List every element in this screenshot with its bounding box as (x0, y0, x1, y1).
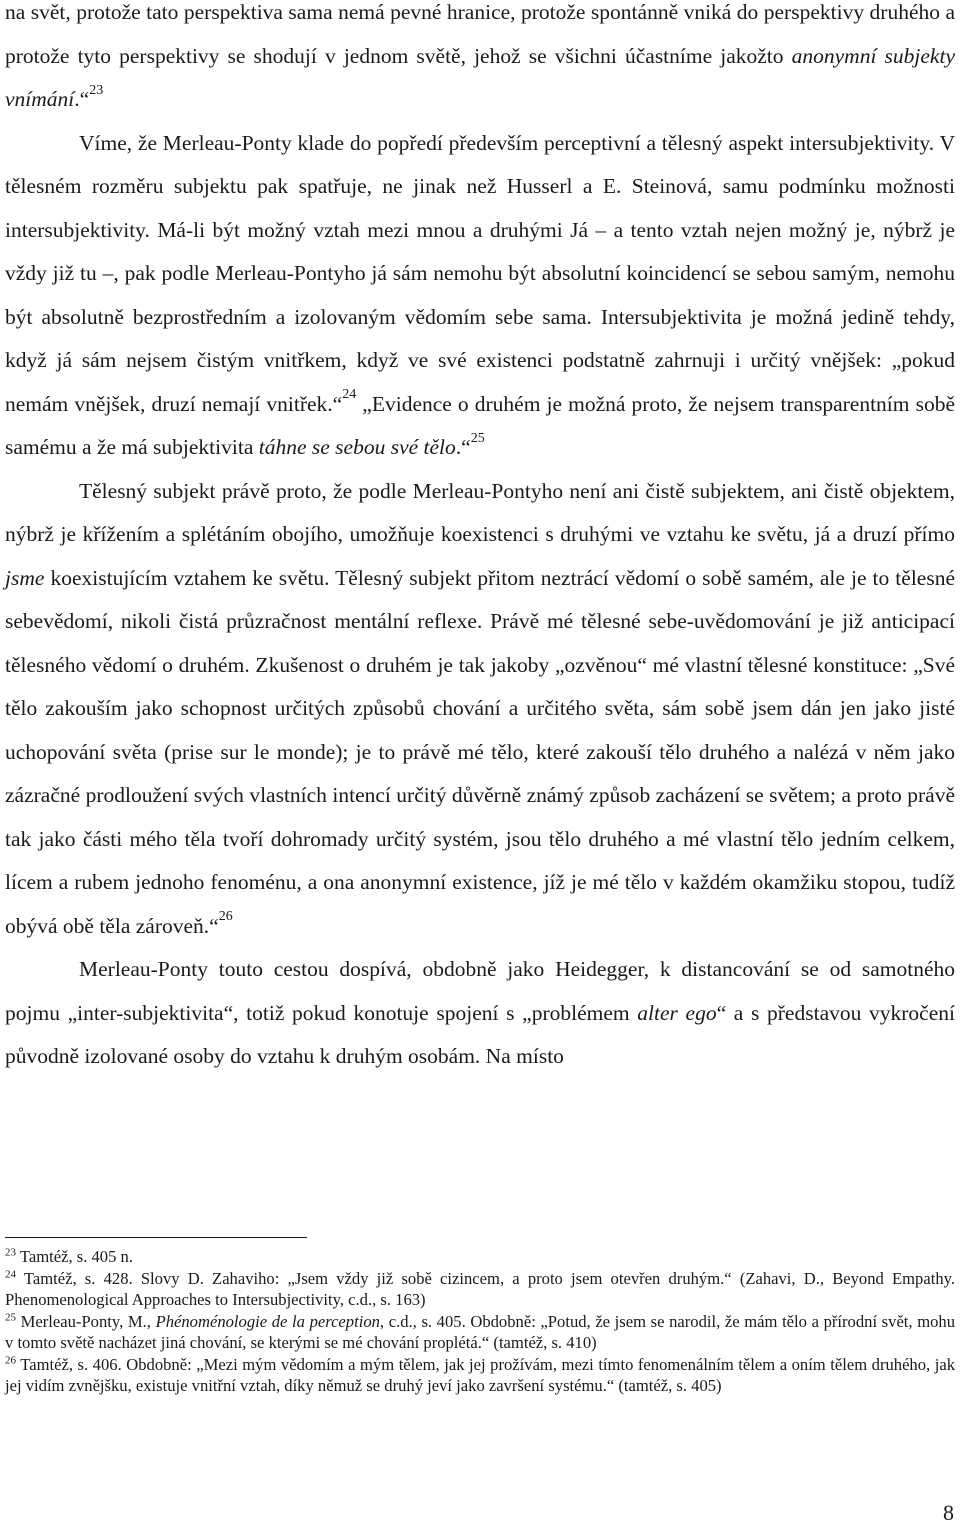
text-run: Tamtéž, s. 405 n. (19, 1247, 133, 1266)
document-page (5, 0, 955, 1395)
text-run: na svět, protože tato perspektiva sama nemá pevné hranice, protože spontánně vniká do perspektivy druhého a protože tyto perspektivy se shodují v jednom světě, jehož se všichni účastníme jakožto (5, 0, 955, 68)
text-run: „Evidence o druhém je možná proto, že nejsem transparentním sobě samému a že má subjektivita (5, 391, 955, 459)
text-run: Merleau-Ponty, M., (20, 1311, 156, 1331)
text-run: Tamtéž, s. 406. Obdobně: „Mezi mým vědomím a mým tělem, jak jej prožívám, mezi tímto fenomenálním tělem a oním tělem druhého, jak jej vidím zvnějšku, existuje vnitřní vztah, díky němuž se druhý jeví jako završení systému.“ (tamtéž, s. 405) (5, 1354, 955, 1395)
italic-text: táhne se sebou své tělo (258, 435, 456, 459)
body-text (5, 0, 955, 1079)
text-run: Víme, že Merleau-Ponty klade do popředí především perceptivní a tělesný aspekt intersubjektivity. V tělesném rozměru subjektu pak spatřuje, ne jinak než Husserl a E. Steinová, samu podmínku možnosti intersubjektivity. Má-li být možný vztah mezi mnou a druhými Já – a tento vztah nejen možný je, nýbrž je vždy již tu –, pak podle Merleau-Pontyho já sám nemohu být absolutní koincidencí se sebou samým, nemohu být absolutně bezprostředním a izolovaným vědomím sebe sama. Intersubjektivita je možná jedině tehdy, když já sám nejsem čistým vnitřkem, když ve své existenci podstatně zahrnuji i určitý vnějšek: „pokud nemám vnějšek, druzí nemají vnitřek.“ (5, 130, 955, 416)
italic-text: anonymní subjekty vnímání (5, 43, 955, 111)
italic-text: Phénoménologie de la perception (155, 1311, 380, 1331)
paragraph (5, 0, 955, 122)
text-run: “ a s představou vykročení původně izolované osoby do vztahu k druhým osobám. Na místo (5, 1000, 955, 1068)
text-run: , c.d., s. 405. Obdobně: „Potud, že jsem se narodil, že mám tělo a přírodní svět, mohu v tomto světě nacházet jiná chování, se kterými se mé chování proplétá.“ (tamtéž, s. 410) (5, 1311, 955, 1352)
italic-text: alter ego (637, 1000, 717, 1025)
footnote-number: 24 (5, 1267, 16, 1280)
footnote-number: 23 (5, 1246, 16, 1259)
paragraph (5, 948, 955, 1079)
footnote-number: 26 (5, 1353, 16, 1366)
italic-text: jsme (5, 565, 45, 590)
footnote (5, 1311, 955, 1354)
footnote-divider (5, 1237, 307, 1238)
footnote (5, 1268, 955, 1311)
text-run: .“ (455, 435, 471, 459)
footnote-reference: 23 (89, 82, 104, 98)
footnote (5, 1246, 955, 1268)
footnote-number: 25 (5, 1310, 16, 1323)
page-number: 8 (943, 1500, 954, 1525)
text-run: Tělesný subjekt právě proto, že podle Merleau-Pontyho není ani čistě subjektem, ani čistě objektem, nýbrž je křížením a splétáním obojího, umožňuje koexistenci s druhými ve vztahu ke světu, já a druzí přímo (5, 478, 955, 546)
text-run: koexistujícím vztahem ke světu. Tělesný subjekt přitom neztrácí vědomí o sobě samém, ale je to tělesné sebevědomí, nikoli čistá průzračnost mentální reflexe. Právě mé tělesné sebe-uvědomování je již anticipací tělesného vědomí o druhém. Zkušenost o druhém je tak jakoby „ozvěnou“ mé vlastní tělesné konstituce: „Své tělo zakouším jako schopnost určitých způsobů chování a určitého světa, sám sobě jsem dán jen jako jisté uchopování světa (prise sur le monde); je to právě mé tělo, které zakouší tělo druhého a nalézá v něm jako zázračné prodloužení svých vlastních intencí určitý důvěrně známý způsob zacházení se světem; a proto právě tak jako části mého těla tvoří dohromady určitý systém, jsou tělo druhého a mé vlastní tělo jedním celkem, lícem a rubem jednoho fenoménu, a ona anonymní existence, jíž je mé tělo v každém okamžiku stopou, tudíž obývá obě těla zároveň.“ (5, 565, 955, 938)
footnote-reference: 25 (470, 430, 485, 446)
text-run: Merleau-Ponty touto cestou dospívá, obdobně jako Heidegger, k distancování se od samotného pojmu „inter-subjektivita“, totiž pokud konotuje spojení s „problémem (5, 957, 955, 1025)
paragraph (5, 470, 955, 949)
text-run: Tamtéž, s. 428. Slovy D. Zahaviho: „Jsem vždy již sobě cizincem, a proto jsem otevřen druhým.“ (Zahavi, D., Beyond Empathy. Phenomenological Approaches to Intersubjectivity, c.d., s. 163) (5, 1268, 955, 1309)
text-run: .“ (74, 87, 90, 111)
footnote-reference: 24 (342, 387, 357, 403)
footnotes (5, 1246, 955, 1397)
paragraph (5, 122, 955, 470)
footnote (5, 1354, 955, 1397)
footnote-reference: 26 (218, 909, 233, 925)
